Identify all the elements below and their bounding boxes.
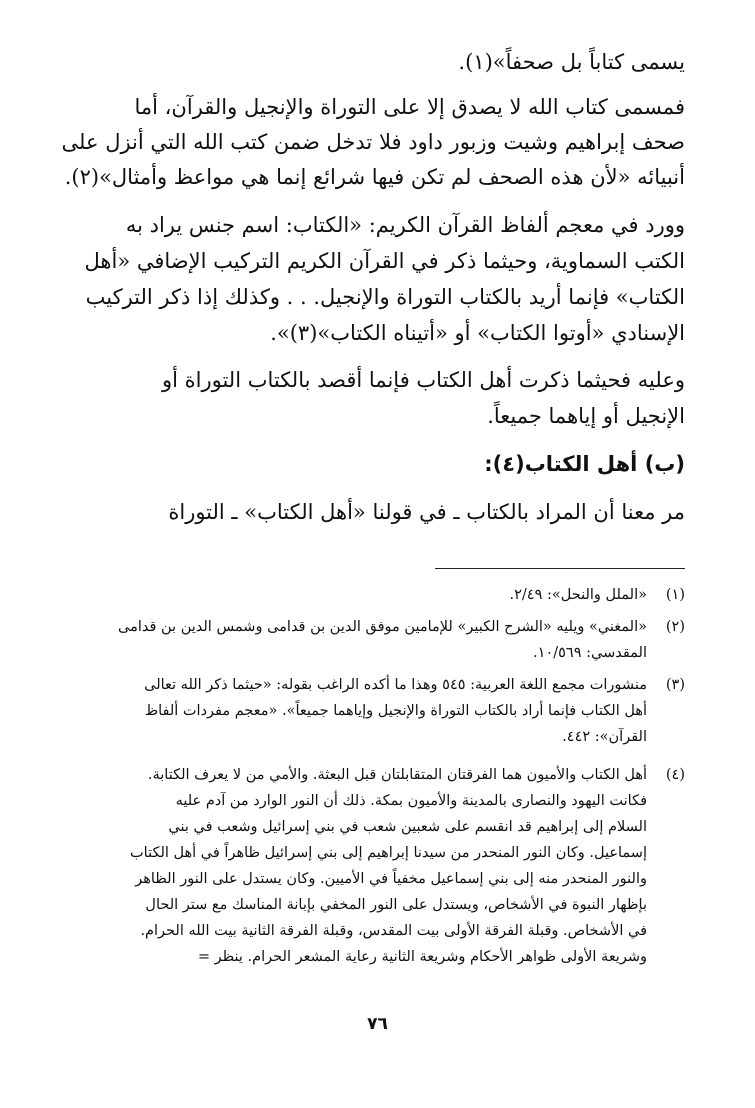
body-line: فمسمى كتاب الله لا يصدق إلا على التوراة والإنجيل والقرآن، أما [134, 95, 685, 119]
body-line: يسمى كتاباً بل صحفاً»(١). [458, 50, 685, 74]
footnote-number: (٣) [665, 677, 685, 693]
footnote-line: المقدسي: ١٠/٥٦٩. [533, 645, 647, 661]
footnote-line: في الأشخاص. وقبلة الفرقة الأولى بيت المقدس، وقبلة الفرقة الثانية بيت الله الحرام. [140, 923, 647, 939]
footnote [70, 762, 685, 970]
body-line: مر معنا أن المراد بالكتاب ـ في قولنا «أهل الكتاب» ـ التوراة [168, 500, 685, 524]
body-line: صحف إبراهيم وشيت وزبور داود فلا تدخل ضمن كتب الله التي أنزل على [61, 130, 685, 154]
body-line: الإسنادي «أوتوا الكتاب» أو «أتيناه الكتاب»(٣)». [270, 321, 685, 345]
body-line: الكتاب» فإنما أريد بالكتاب التوراة والإنجيل. . . وكذلك إذا ذكر التركيب [85, 285, 685, 309]
section-heading: (ب) أهل الكتاب(٤): [484, 452, 685, 476]
footnote-separator [435, 568, 685, 569]
footnote-number: (١) [665, 587, 685, 603]
footnote-line: «الملل والنحل»: ٢/٤٩. [509, 587, 647, 603]
footnote-line: وشريعة الأولى ظواهر الأحكام وشريعة الثانية رعاية المشعر الحرام. ينظر = [197, 949, 647, 965]
body-line: الكتب السماوية، وحيثما ذكر في القرآن الكريم التركيب الإضافي «أهل [84, 249, 685, 273]
page-number: ٧٦ [367, 1014, 388, 1034]
footnote [70, 672, 685, 750]
footnote-number: (٤) [665, 767, 685, 783]
footnote [70, 614, 685, 666]
body-line: وعليه فحيثما ذكرت أهل الكتاب فإنما أقصد بالكتاب التوراة أو [161, 368, 685, 392]
footnote [70, 582, 685, 608]
footnote-line: السلام إلى إبراهيم قد انقسم على شعبين شعب في بني إسرائيل وشعب في بني [168, 819, 647, 835]
footnote-line: بإظهار النبوة في الأشخاص، ويستدل على النور المخفي بإبانة المناسك مع ستر الحال [145, 897, 647, 913]
footnote-line: أهل الكتاب والأميون هما الفرقتان المتقابلتان قبل البعثة. والأمي من لا يعرف الكتابة. [147, 767, 647, 783]
footnote-line: إسماعيل. وكان النور المنحدر من سيدنا إبراهيم إلى بني إسرائيل ظاهراً في أهل الكتاب [130, 845, 647, 861]
footnote-line: والنور المنحدر منه إلى بني إسماعيل مخفياً في الأميين. وكان يستدل على النور الظاهر [135, 871, 647, 887]
footnote-line: منشورات مجمع اللغة العربية: ٥٤٥ وهذا ما أكده الراغب بقوله: «حيثما ذكر الله تعالى [144, 677, 647, 693]
footnote-number: (٢) [665, 619, 685, 635]
footnote-line: فكانت اليهود والنصارى بالمدينة والأميون بمكة. ذلك أن النور الوارد من آدم عليه [175, 793, 647, 809]
body-line: وورد في معجم ألفاظ القرآن الكريم: «الكتاب: اسم جنس يراد به [125, 213, 685, 237]
footnote-line: أهل الكتاب فإنما أراد بالكتاب التوراة والإنجيل وإياهما جميعاً». «معجم مفردات ألفاظ [144, 703, 647, 719]
footnote-line: القرآن»: ٤٤٢. [562, 729, 647, 745]
footnote-line: «المغني» ويليه «الشرح الكبير» للإمامين موفق الدين بن قدامى وشمس الدين بن قدامى [117, 619, 647, 635]
body-line: الإنجيل أو إياهما جميعاً. [487, 404, 685, 428]
body-line: أنبيائه «لأن هذه الصحف لم تكن فيها شرائع إنما هي مواعظ وأمثال»(٢). [64, 165, 685, 189]
